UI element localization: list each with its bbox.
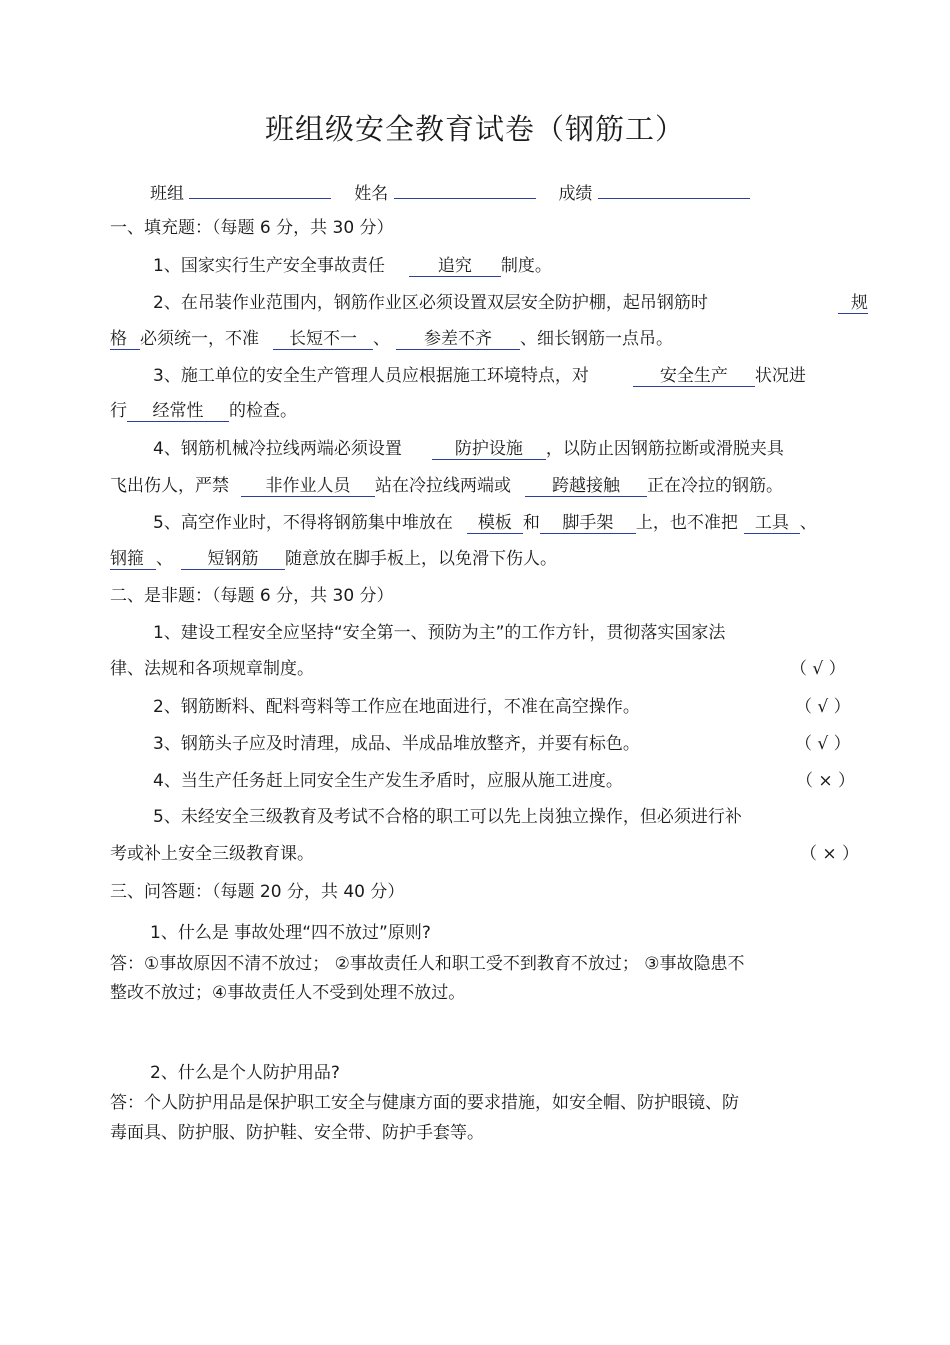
answer-blank: 经常性 (127, 401, 229, 422)
question-text: 的检查。 (229, 401, 297, 421)
question-text: 5、高空作业时，不得将钢筋集中堆放在 (153, 513, 453, 533)
answer-blank: 参差不齐 (396, 329, 520, 350)
judge-question-1-line1: 1、建设工程安全应坚持“安全第一、预防为主”的工作方针，贯彻落实国家法 (153, 623, 726, 643)
question-text: 、细长钢筋一点吊。 (520, 329, 673, 349)
score-label: 成绩 (558, 184, 593, 204)
answer-blank: 规 (838, 293, 868, 314)
judge-question-5-line2: 考或补上安全三级教育课。 (110, 844, 314, 864)
question-text: ，以防止因钢筋拉断或滑脱夹具 (545, 439, 784, 459)
judge-question-3: 3、钢筋头子应及时清理，成品、半成品堆放整齐，并要有标色。 (153, 734, 640, 754)
answer-blank: 防护设施 (432, 439, 546, 460)
question-text: 1、国家实行生产安全事故责任 (153, 256, 385, 276)
question-text: 站在冷拉线两端或 (375, 476, 511, 496)
answer-blank: 模板 (467, 513, 523, 534)
answer-blank: 非作业人员 (241, 476, 375, 497)
question-text: 制度。 (500, 256, 552, 276)
question-text: 正在冷拉的钢筋。 (647, 476, 783, 496)
team-label: 班组 (150, 184, 184, 204)
fill-question-1 (153, 255, 552, 277)
fill-question-4-line2 (110, 475, 783, 497)
answer-blank: 钢箍 (110, 549, 156, 570)
question-text: 4、钢筋机械冷拉线两端必须设置 (153, 439, 402, 459)
question-text: 2、在吊装作业范围内，钢筋作业区必须设置双层安全防护棚，起吊钢筋时 (153, 293, 708, 313)
team-field[interactable] (189, 180, 331, 199)
question-text: 飞出伤人，严禁 (110, 476, 229, 496)
judge-answer-2: （ √ ） (795, 697, 851, 717)
section2-heading: 二、是非题：（每题 6 分，共 30 分） (110, 586, 394, 606)
judge-question-2: 2、钢筋断料、配料弯料等工作应在地面进行，不准在高空操作。 (153, 697, 640, 717)
answer-blank: 长短不一 (273, 329, 373, 350)
question-text: 状况进 (754, 366, 806, 386)
answer-blank: 工具 (744, 513, 800, 534)
score-field[interactable] (598, 180, 750, 199)
fill-question-3-line1 (153, 365, 806, 387)
fill-question-5-line1 (153, 512, 817, 534)
question-text: 、 (156, 549, 173, 569)
answer-blank: 脚手架 (540, 513, 636, 534)
header-fields (150, 180, 750, 205)
page-title: 班组级安全教育试卷（钢筋工） (264, 112, 685, 146)
judge-answer-3: （ √ ） (795, 734, 851, 754)
judge-answer-5: （ × ） (800, 844, 860, 864)
judge-question-1-line2: 律、法规和各项规章制度。 (110, 659, 314, 679)
question-text: 上，也不准把 (635, 513, 738, 533)
fill-question-4-line1 (153, 438, 784, 460)
question-text: 、 (373, 329, 390, 349)
qa-answer-2-line2: 毒面具、防护服、防护鞋、安全带、防护手套等。 (110, 1123, 484, 1143)
judge-question-5-line1: 5、未经安全三级教育及考试不合格的职工可以先上岗独立操作，但必须进行补 (153, 807, 742, 827)
fill-question-5-line2 (110, 548, 557, 570)
name-label: 姓名 (354, 184, 389, 204)
fill-question-3-line2 (110, 400, 297, 422)
question-text: 、 (799, 513, 817, 533)
question-text: 3、施工单位的安全生产管理人员应根据施工环境特点，对 (153, 366, 589, 386)
question-text: 和 (522, 513, 540, 533)
qa-question-2: 2、什么是个人防护用品? (150, 1063, 340, 1083)
judge-question-4: 4、当生产任务赶上同安全生产发生矛盾时，应服从施工进度。 (153, 771, 623, 791)
judge-answer-4: （ × ） (796, 771, 856, 791)
qa-answer-1-line2: 整改不放过；④事故责任人不受到处理不放过。 (110, 983, 466, 1003)
judge-answer-1: （ √ ） (790, 659, 846, 679)
qa-question-1: 1、什么是 事故处理“四不放过”原则? (150, 923, 431, 943)
question-text: 行 (110, 401, 127, 421)
question-text: 随意放在脚手板上，以免滑下伤人。 (285, 549, 557, 569)
fill-question-2-line1 (153, 292, 708, 314)
fill-question-2-line2 (110, 328, 673, 350)
section1-heading: 一、填充题：（每题 6 分，共 30 分） (110, 218, 394, 238)
answer-blank: 追究 (409, 256, 501, 277)
answer-blank: 格 (110, 329, 140, 350)
fill-question-2-blank-start (838, 292, 868, 314)
name-field[interactable] (394, 180, 536, 199)
answer-blank: 跨越接触 (525, 476, 647, 497)
qa-answer-1-line1: 答：①事故原因不清不放过； ②事故责任人和职工受不到教育不放过； ③事故隐患不 (110, 954, 745, 974)
answer-blank: 安全生产 (633, 366, 755, 387)
qa-answer-2-line1: 答：个人防护用品是保护职工安全与健康方面的要求措施，如安全帽、防护眼镜、防 (110, 1093, 739, 1113)
section3-heading: 三、问答题：（每题 20 分，共 40 分） (110, 882, 405, 902)
answer-blank: 短钢筋 (181, 549, 285, 570)
question-text: 必须统一，不准 (140, 329, 259, 349)
